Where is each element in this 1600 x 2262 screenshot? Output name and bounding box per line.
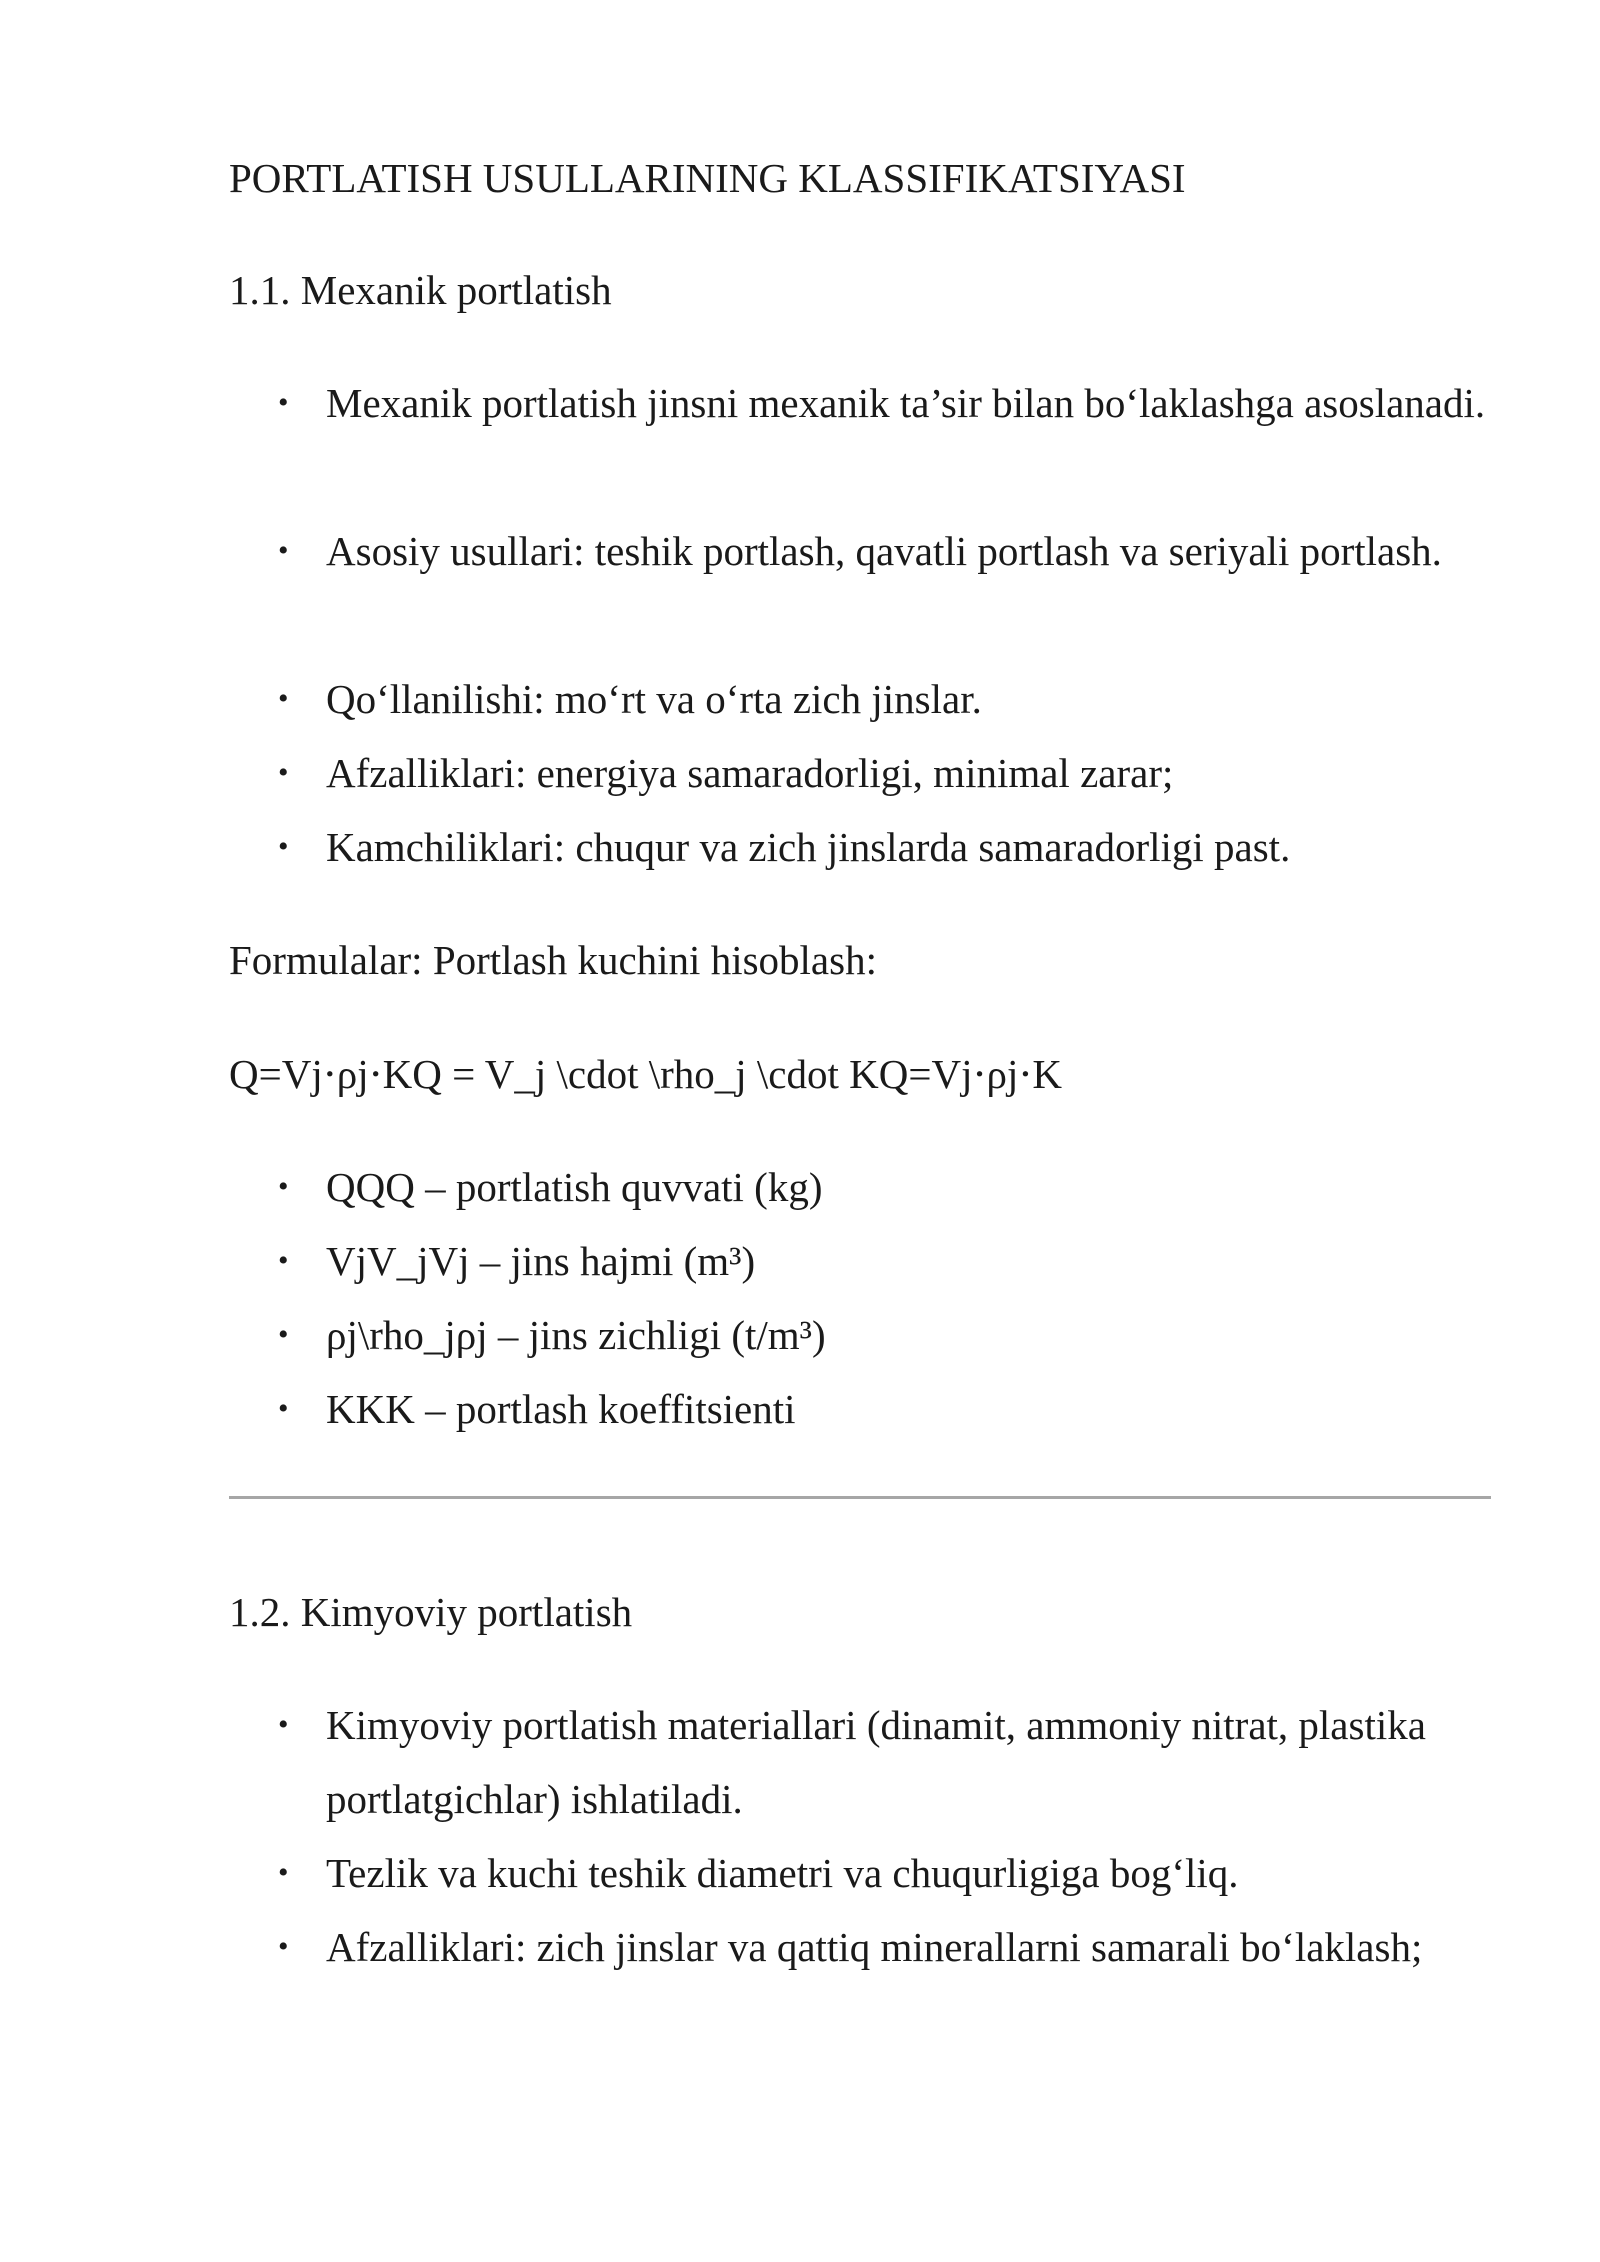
list-item: [229, 1372, 1509, 1446]
list-item: [229, 1298, 1509, 1372]
list-item: [229, 662, 1509, 736]
formula: Q=Vj⋅ρj⋅KQ = V_j \cdot \rho_j \cdot KQ=Vj​⋅ρj​⋅K: [229, 1051, 1063, 1097]
list-item-text: VjV_jVj​ – jins hajmi (m³): [326, 1238, 756, 1284]
list-item-text: Afzalliklari: zich jinslar va qattiq minerallarni samarali bo‘laklash;: [326, 1924, 1423, 1970]
horizontal-divider: [229, 1496, 1491, 1499]
list-item-text: Tezlik va kuchi teshik diametri va chuqurligiga bog‘liq.: [326, 1850, 1239, 1896]
list-item: [229, 1836, 1509, 1910]
list-item-text: ρj\rho_jρj​ – jins zichligi (t/m³): [326, 1312, 826, 1358]
list-item-text: Afzalliklari: energiya samaradorligi, minimal zarar;: [326, 750, 1174, 796]
bullet-dot: •: [278, 682, 289, 715]
bullet-dot: •: [278, 1930, 289, 1963]
bullet-dot: •: [278, 386, 289, 419]
list-item-text: Kimyoviy portlatish materiallari (dinamit, ammoniy nitrat, plastika portlatgichlar) ishlatiladi.: [326, 1702, 1426, 1822]
list-item-text: Qo‘llanilishi: mo‘rt va o‘rta zich jinslar.: [326, 676, 982, 722]
bullet-dot: •: [278, 534, 289, 567]
section-heading-kimyoviy: 1.2. Kimyoviy portlatish: [229, 1589, 633, 1635]
list-item-text: Mexanik portlatish jinsni mexanik ta’sir bilan bo‘laklashga asoslanadi.: [326, 380, 1486, 426]
list-item-text: Asosiy usullari: teshik portlash, qavatli portlash va seriyali portlash.: [326, 528, 1442, 574]
formula-intro: Formulalar: Portlash kuchini hisoblash:: [229, 937, 877, 983]
list-item: [229, 1224, 1509, 1298]
list-item: [229, 366, 1509, 440]
bullet-dot: •: [278, 830, 289, 863]
bullet-dot: •: [278, 1318, 289, 1351]
list-item: [229, 1688, 1509, 1836]
list-item-text: QQQ – portlatish quvvati (kg): [326, 1164, 823, 1210]
bullet-dot: •: [278, 756, 289, 789]
bullet-dot: •: [278, 1392, 289, 1425]
list-item: [229, 810, 1509, 884]
bullet-dot: •: [278, 1244, 289, 1277]
list-item: [229, 1910, 1509, 1984]
list-item-text: KKK – portlash koeffitsienti: [326, 1386, 796, 1432]
list-item: [229, 736, 1509, 810]
list-item-text: Kamchiliklari: chuqur va zich jinslarda samaradorligi past.: [326, 824, 1291, 870]
list-item: [229, 514, 1509, 588]
bullet-dot: •: [278, 1856, 289, 1889]
bullet-dot: •: [278, 1170, 289, 1203]
section-heading-mexanik: 1.1. Mexanik portlatish: [229, 267, 612, 313]
list-item: [229, 1150, 1509, 1224]
bullet-dot: •: [278, 1708, 289, 1741]
document-title: PORTLATISH USULLARINING KLASSIFIKATSIYASI: [229, 155, 1186, 201]
